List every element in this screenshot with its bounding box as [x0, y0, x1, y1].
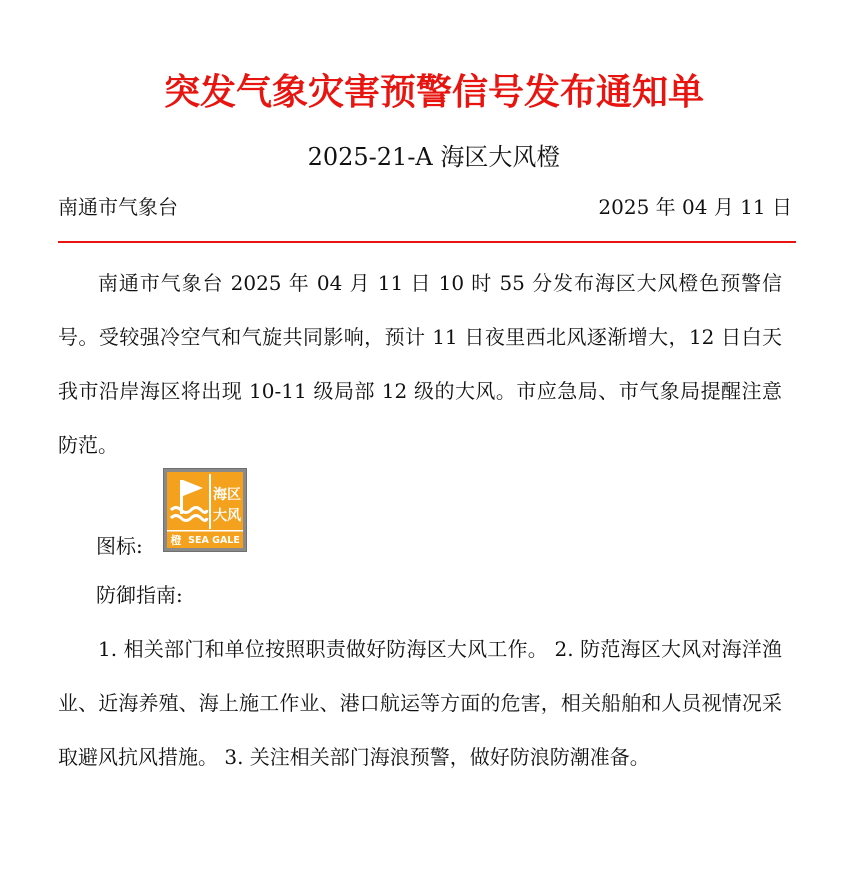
issue-date: 2025 年 04 月 11 日: [598, 195, 792, 219]
notice-body-paragraph: 南通市气象台 2025 年 04 月 11 日 10 时 55 分发布海区大风橙色预警信号。受较强冷空气和气旋共同影响，预计 11 日夜里西北风逐渐增大，12 日白天我市沿岸海区将出现 10-11 级局部 12 级的大风。市应急局、市气象局提醒注意防范。: [58, 271, 782, 457]
notice-number: 2025-21-A 海区大风橙: [307, 143, 561, 171]
sea-gale-orange-warning-icon: [163, 468, 247, 552]
defense-guide-paragraph: 1. 相关部门和单位按照职责做好防海区大风工作。 2. 防范海区大风对海洋渔业、近海养殖、海上施工作业、港口航运等方面的危害，相关船舶和人员视情况采取避风抗风措施。 3. 关注相关部门海浪预警，做好防浪防潮准备。: [58, 637, 782, 769]
icon-label: 图标:: [96, 534, 143, 558]
notice-title: 突发气象灾害预警信号发布通知单: [163, 71, 704, 113]
issuer-name: 南通市气象台: [58, 195, 178, 219]
defense-guide-label: 防御指南:: [96, 583, 183, 607]
icon-text-cn-bottom: 大风: [213, 508, 241, 524]
red-divider: [58, 241, 796, 243]
icon-text-level: 橙: [170, 534, 182, 547]
icon-text-en: SEA GALE: [188, 535, 240, 546]
icon-text-cn-top: 海区: [213, 487, 241, 503]
